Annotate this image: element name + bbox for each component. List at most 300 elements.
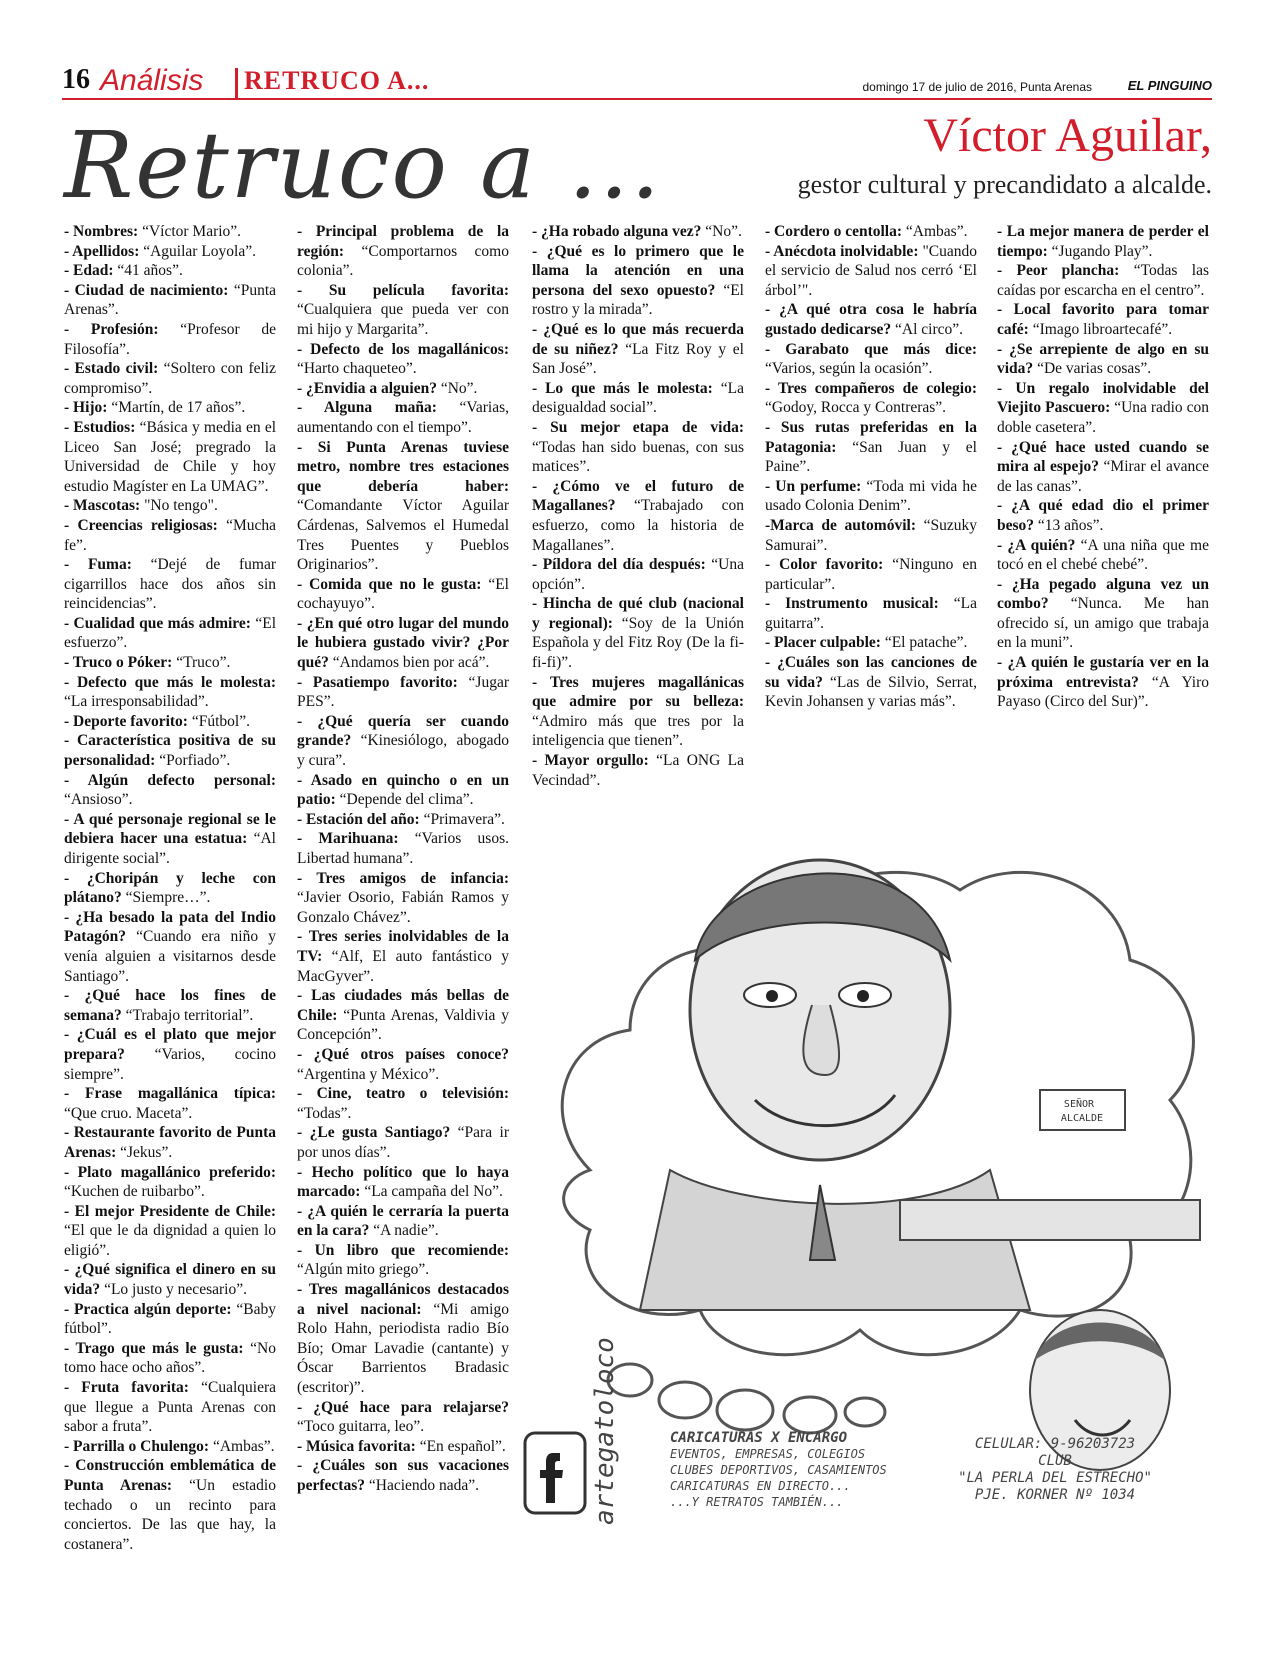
qa-item — [765, 594, 977, 633]
question: - Fuma: — [64, 556, 132, 574]
question: - Frase magallánica típica: — [64, 1085, 276, 1103]
desk-sign-text: SEÑOR ALCALDE — [1060, 1099, 1104, 1124]
qa-item — [64, 1025, 276, 1084]
qa-item — [64, 555, 276, 614]
answer: “La campaña del No”. — [360, 1183, 503, 1201]
answer: “Comportarnos como colonia”. — [297, 242, 509, 280]
qa-item — [297, 771, 509, 810]
qa-item — [532, 379, 744, 418]
question: - Instrumento musical: — [765, 595, 939, 613]
answer: “La desigualdad social”. — [532, 379, 744, 417]
question: - ¿Ha besado la pata del Indio Patagón? — [64, 908, 276, 946]
desk-sign — [1040, 1090, 1125, 1130]
question: - ¿Choripán y leche con plátano? — [64, 869, 276, 907]
qa-item — [765, 516, 977, 555]
qa-item — [64, 281, 276, 320]
question: - ¿En qué otro lugar del mundo le hubiera gustado vivir? ¿Por qué? — [297, 614, 509, 672]
answer: “Alf, El auto fantástico y MacGyver”. — [297, 947, 509, 985]
answer: “Primavera”. — [419, 810, 505, 828]
question: - Pasatiempo favorito: — [297, 673, 458, 691]
qa-item — [64, 673, 276, 712]
question: - Anécdota inolvidable: — [765, 242, 919, 260]
qa-item — [64, 986, 276, 1025]
qa-item — [297, 1456, 509, 1495]
text-column-1 — [64, 222, 276, 1554]
qa-item — [765, 653, 977, 712]
answer: “No”. — [701, 223, 742, 240]
question: - ¿Cuáles son sus vacaciones perfectas? — [297, 1457, 509, 1494]
question: - Ciudad de nacimiento: — [64, 281, 229, 299]
answer: “A una niña que me tocó en el chebé chebé”. — [997, 536, 1209, 574]
qa-item — [64, 242, 276, 262]
answer: “Mirar el avance de las canas”. — [997, 458, 1209, 495]
thought-bubble — [659, 1382, 711, 1418]
answer: “Las de Silvio, Serrat, Kevin Johansen y varias más”. — [765, 673, 977, 711]
answer: “Imago libroartecafé”. — [1028, 320, 1173, 338]
question: - Practica algún deporte: — [64, 1300, 232, 1318]
answer: “Profesor de Filosofía”. — [64, 320, 276, 358]
question: - A qué personaje regional se le debiera hacer una estatua: — [64, 810, 276, 848]
question: - Fruta favorita: — [64, 1379, 189, 1397]
qa-item — [532, 320, 744, 379]
answer: “Baby fútbol”. — [64, 1300, 276, 1338]
answer: “Dejé de fumar cigarrillos hace dos años sin reincidencias”. — [64, 556, 276, 613]
question: - Mayor orgullo: — [532, 752, 649, 770]
contact-line: PJE. KORNER Nº 1034 — [974, 1487, 1136, 1503]
qa-item — [64, 1084, 276, 1123]
qa-item — [297, 398, 509, 437]
page-number: 16 — [62, 64, 90, 95]
question: - ¿Qué es lo primero que le llama la atención en una persona del sexo opuesto? — [532, 242, 744, 299]
question: - ¿Le gusta Santiago? — [297, 1124, 451, 1142]
question: - Sus rutas preferidas en la Patagonia: — [765, 418, 977, 456]
answer: “Ambas”. — [209, 1437, 275, 1455]
question: - Placer culpable: — [765, 634, 881, 652]
qa-item — [64, 261, 276, 281]
qa-item — [297, 438, 509, 575]
answer: “Todas han sido buenas, con sus matices”. — [532, 438, 744, 476]
question: - Algún defecto personal: — [64, 771, 276, 789]
answer: “Soltero con feliz compromiso”. — [64, 360, 276, 397]
page-header — [62, 64, 1212, 102]
qa-item — [997, 536, 1209, 575]
qa-item — [765, 300, 977, 339]
question: - Característica positiva de su personalidad: — [64, 732, 276, 770]
question: - Tres amigos de infancia: — [297, 869, 509, 887]
question: - Parrilla o Chulengo: — [64, 1437, 210, 1455]
answer: “Cualquiera que pueda ver con mi hijo y Margarita”. — [297, 301, 509, 338]
qa-item — [64, 1378, 276, 1437]
qa-item — [64, 359, 276, 398]
question: - Un libro que recomiende: — [297, 1241, 509, 1259]
question: - Apellidos: — [64, 242, 140, 260]
question: - Deporte favorito: — [64, 712, 188, 730]
question: - El mejor Presidente de Chile: — [64, 1202, 276, 1220]
question: - Píldora del día después: — [532, 556, 706, 574]
answer: “Haciendo nada”. — [365, 1477, 480, 1494]
qa-item — [297, 810, 509, 830]
qa-item — [64, 712, 276, 732]
question: - Música favorita: — [297, 1437, 416, 1455]
question: - Nombres: — [64, 223, 139, 240]
brand-signature: artegatoloco — [590, 1337, 620, 1525]
section-name: Análisis — [100, 64, 204, 97]
question: - Tres mujeres magallánicas que admire por su belleza: — [532, 673, 744, 711]
qa-item — [64, 1163, 276, 1202]
question: - Cordero o centolla: — [765, 223, 903, 240]
qa-item — [532, 222, 744, 242]
answer: “Ambas”. — [902, 223, 968, 240]
dateline: domingo 17 de julio de 2016, Punta Arenas — [862, 80, 1092, 94]
answer: “Algún mito griego”. — [297, 1261, 430, 1279]
answer: “Javier Osorio, Fabián Ramos y Gonzalo Chávez”. — [297, 889, 509, 926]
answer: “Trabajo territorial”. — [121, 1006, 254, 1024]
qa-item — [765, 242, 977, 301]
question: - Cine, teatro o televisión: — [297, 1085, 509, 1103]
qa-item — [297, 927, 509, 986]
qa-item — [64, 653, 276, 673]
qa-item — [297, 869, 509, 928]
question: - Hincha de qué club (nacional y regional): — [532, 595, 744, 632]
answer: “Una radio con doble casetera”. — [997, 399, 1209, 436]
answer: “Punta Arenas”. — [64, 281, 276, 319]
question: - ¿Ha pegado alguna vez un combo? — [997, 575, 1209, 613]
question: - Hijo: — [64, 399, 108, 417]
question: - Truco o Póker: — [64, 654, 173, 672]
answer: “Básica y media en el Liceo San José; pregrado la Universidad de Chile y hoy estudio Magíster en La UMAG”. — [64, 418, 277, 495]
answer: “Aguilar Loyola”. — [139, 242, 256, 260]
qa-item — [64, 731, 276, 770]
answer: “Varias, aumentando con el tiempo”. — [297, 399, 509, 436]
subheadline: gestor cultural y precandidato a alcalde. — [797, 170, 1212, 199]
answer: “Nunca. Me han ofrecido sí, un amigo que trabaja en la muni”. — [997, 595, 1209, 652]
question: - Si Punta Arenas tuviese metro, nombre tres estaciones que debería haber: — [297, 438, 509, 495]
question: - Su mejor etapa de vida: — [532, 418, 744, 436]
qa-item — [297, 1241, 509, 1280]
qa-item — [997, 340, 1209, 379]
qa-item — [297, 1163, 509, 1202]
answer: “Depende del clima”. — [335, 791, 474, 809]
answer: “Todas”. — [297, 1104, 352, 1122]
qa-item — [64, 810, 276, 869]
answer: “Fútbol”. — [187, 712, 250, 730]
answer: “Toda mi vida he usado Colonia Denim”. — [765, 477, 978, 515]
answer: “Al circo”. — [891, 320, 964, 338]
answer: “Comandante Víctor Aguilar Cárdenas, Salvemos el Humedal Tres Puentes y Pueblos Originarios”. — [297, 497, 509, 574]
answer: “San Juan y el Paine”. — [765, 438, 977, 476]
answer: “41 años”. — [113, 262, 183, 280]
question: - Construcción emblemática de Punta Arenas: — [64, 1457, 276, 1494]
question: - Un regalo inolvidable del Viejito Pascuero: — [997, 379, 1209, 417]
answer: “Al dirigente social”. — [64, 830, 276, 867]
answer: “La ONG La Vecindad”. — [532, 752, 745, 789]
qa-item — [532, 594, 744, 672]
qa-item — [64, 418, 276, 496]
question: - ¿Qué otros países conoce? — [297, 1045, 509, 1063]
qa-item — [64, 771, 276, 810]
question: - Plato magallánico preferido: — [64, 1163, 276, 1181]
qa-item — [765, 379, 977, 418]
answer: “Cualquiera que llegue a Punta Arenas con sabor a fruta”. — [64, 1379, 276, 1436]
qa-item — [997, 379, 1209, 438]
answer: “Víctor Mario”. — [138, 223, 242, 240]
question: - Principal problema de la región: — [297, 223, 509, 260]
question: - Profesión: — [64, 320, 159, 338]
text-column-2 — [297, 222, 509, 1496]
qa-item — [297, 281, 509, 340]
answer: “Un estadio techado o un recinto para conciertos. De las que hay, la costanera”. — [64, 1477, 276, 1553]
qa-item — [532, 555, 744, 594]
question: - Local favorito para tomar café: — [997, 301, 1209, 338]
qa-item — [532, 242, 744, 320]
answer: "Cuando el servicio de Salud nos cerró ‘El árbol’". — [765, 242, 977, 299]
question: - ¿A qué otra cosa le habría gustado dedicarse? — [765, 301, 977, 338]
qa-item — [297, 986, 509, 1045]
answer: “No”. — [436, 379, 478, 397]
qa-item — [297, 340, 509, 379]
ad-line: EVENTOS, EMPRESAS, COLEGIOS — [670, 1447, 866, 1461]
qa-item — [64, 908, 276, 986]
qa-item — [532, 751, 744, 790]
qa-item — [64, 516, 276, 555]
qa-item — [532, 418, 744, 477]
question: -Marca de automóvil: — [765, 516, 916, 534]
qa-item — [297, 712, 509, 771]
question: - Restaurante favorito de Punta Arenas: — [64, 1124, 276, 1161]
desk — [900, 1200, 1200, 1240]
answer: “Argentina y México”. — [297, 1065, 440, 1083]
ad-text-block — [670, 1430, 887, 1510]
answer: “A nadie”. — [369, 1222, 439, 1240]
section-kicker: RETRUCO A... — [244, 66, 430, 95]
answer: “Andamos bien por acá”. — [328, 654, 490, 672]
qa-item — [64, 1260, 276, 1299]
qa-item — [997, 575, 1209, 653]
question: - ¿Ha robado alguna vez? — [532, 223, 702, 240]
headline: Víctor Aguilar, — [923, 109, 1212, 162]
answer: “Suzuky Samurai”. — [765, 516, 977, 554]
question: - Estudios: — [64, 418, 136, 436]
qa-item — [297, 673, 509, 712]
question: - ¿A qué edad dio el primer beso? — [997, 497, 1209, 534]
answer: “Godoy, Rocca y Contreras”. — [765, 399, 947, 417]
qa-item — [997, 222, 1209, 261]
question: - Las ciudades más bellas de Chile: — [297, 987, 509, 1024]
qa-item — [64, 320, 276, 359]
question: - Lo que más le molesta: — [532, 379, 713, 397]
qa-item — [64, 398, 276, 418]
question: - Peor plancha: — [997, 262, 1120, 280]
question: - Defecto que más le molesta: — [64, 673, 276, 691]
question: - ¿Qué hace los fines de semana? — [64, 987, 276, 1024]
answer: “Jugar PES”. — [297, 673, 510, 711]
caricature-ad — [520, 1337, 1220, 1530]
question: - Creencias religiosas: — [64, 516, 218, 534]
qa-item — [297, 1398, 509, 1437]
qa-item — [765, 340, 977, 379]
answer: “13 años”. — [1034, 516, 1104, 534]
question: - Asado en quincho o en un patio: — [297, 771, 509, 809]
answer: “El patache”. — [880, 634, 968, 652]
question: - ¿Cómo ve el futuro de Magallanes? — [532, 477, 744, 515]
qa-item — [765, 633, 977, 653]
answer: “Mi amigo Rolo Hahn, periodista radio Bío Bío; Omar Lavadie (cantante) y Óscar Barrientos Bradasic (escritor)”. — [297, 1300, 509, 1397]
contact-line: "LA PERLA DEL ESTRECHO" — [958, 1470, 1152, 1486]
contact-line: CELULAR: 9-96203723 — [974, 1436, 1136, 1452]
question: - Trago que más le gusta: — [64, 1339, 244, 1357]
qa-item — [297, 1123, 509, 1162]
qa-item — [297, 829, 509, 868]
answer: “Jugando Play”. — [1047, 242, 1153, 260]
qa-item — [64, 614, 276, 653]
answer: “Ninguno en particular”. — [765, 556, 978, 593]
qa-item — [64, 1202, 276, 1261]
qa-item — [64, 222, 276, 242]
qa-item — [532, 673, 744, 751]
qa-item — [297, 222, 509, 281]
answer: “Truco”. — [172, 654, 231, 672]
question: - Color favorito: — [765, 556, 884, 574]
qa-item — [297, 1280, 509, 1398]
qa-item — [765, 222, 977, 242]
answer: “No tomo hace ocho años”. — [64, 1339, 276, 1377]
answer: “Toco guitarra, leo”. — [297, 1418, 425, 1436]
contact-line: CLUB — [1038, 1453, 1072, 1469]
ad-line: CLUBES DEPORTIVOS, CASAMIENTOS — [670, 1463, 887, 1477]
qa-item — [64, 1437, 276, 1457]
caricature-figure — [640, 860, 1030, 1310]
qa-item — [297, 614, 509, 673]
question: - ¿Qué hace para relajarse? — [297, 1398, 509, 1416]
question: - Tres compañeros de colegio: — [765, 379, 977, 397]
qa-item — [64, 1339, 276, 1378]
ad-line: CARICATURAS X ENCARGO — [670, 1430, 848, 1446]
answer: “Jekus”. — [116, 1143, 173, 1161]
answer: “De varias cosas”. — [1033, 360, 1152, 378]
question: - Cualidad que más admire: — [64, 614, 251, 632]
question: - Un perfume: — [765, 477, 862, 495]
qa-item — [997, 261, 1209, 300]
qa-item — [997, 300, 1209, 339]
question: - Alguna maña: — [297, 399, 437, 417]
answer: “El esfuerzo”. — [64, 614, 277, 652]
text-column-4 — [765, 222, 977, 712]
ad-line: ...Y RETRATOS TAMBIÉN... — [670, 1495, 844, 1509]
question: - ¿Qué es lo que más recuerda de su niñez? — [532, 320, 744, 358]
qa-item — [64, 1456, 276, 1554]
text-column-5 — [997, 222, 1209, 712]
answer: “La guitarra”. — [765, 595, 977, 632]
qa-item — [297, 575, 509, 614]
question: - Defecto de los magallánicos: — [297, 340, 509, 358]
answer: “Todas las caídas por escarcha en el centro”. — [997, 262, 1209, 299]
question: - Marihuana: — [297, 830, 399, 848]
answer: “La Fitz Roy y el San José”. — [532, 340, 744, 378]
qa-item — [997, 496, 1209, 535]
newspaper-name: EL PINGUINO — [1127, 78, 1212, 93]
qa-item — [297, 1437, 509, 1457]
answer: “La irresponsabilidad”. — [64, 693, 209, 711]
answer: “Soy de la Unión Española y del Fitz Roy (De la fi-fi-fi)”. — [532, 614, 744, 672]
answer: “Trabajado con esfuerzo, como la historia de Magallanes”. — [532, 497, 744, 554]
qa-item — [297, 1202, 509, 1241]
question: - ¿Cuáles son las canciones de su vida? — [765, 654, 977, 691]
ad-line: CARICATURAS EN DIRECTO... — [670, 1479, 851, 1493]
answer: “Varios, cocino siempre”. — [64, 1045, 276, 1083]
answer: “En español”. — [415, 1437, 506, 1455]
question: - ¿Envidia a alguien? — [297, 379, 437, 397]
script-title: Retruco a ... — [64, 112, 662, 219]
answer: “El que le da dignidad a quien lo eligió”. — [64, 1222, 276, 1259]
question: - Estación del año: — [297, 810, 420, 828]
question: - ¿A quién? — [997, 536, 1076, 554]
question: - Su película favorita: — [297, 281, 509, 299]
answer: “Cuando era niño y venía alguien a visitarnos desde Santiago”. — [64, 928, 276, 985]
answer: “Que cruo. Maceta”. — [64, 1104, 193, 1122]
question: - Mascotas: — [64, 497, 141, 515]
question: - ¿Se arrepiente de algo en su vida? — [997, 340, 1209, 378]
question: - ¿Qué significa el dinero en su vida? — [64, 1261, 276, 1299]
answer: “Para ir por unos días”. — [297, 1124, 510, 1161]
qa-item — [765, 477, 977, 516]
answer: “El rostro y la mirada”. — [532, 281, 744, 319]
facebook-icon — [520, 1428, 590, 1518]
question: - ¿Qué hace usted cuando se mira al espejo? — [997, 438, 1209, 476]
qa-item — [297, 1045, 509, 1084]
answer: “El cochayuyo”. — [297, 575, 509, 613]
qa-item — [297, 1084, 509, 1123]
answer: “Varios usos. Libertad humana”. — [297, 830, 509, 867]
answer: "No tengo". — [140, 497, 218, 515]
qa-item — [64, 869, 276, 908]
question: - La mejor manera de perder el tiempo: — [997, 223, 1209, 260]
answer: “Punta Arenas, Valdivia y Concepción”. — [297, 1006, 509, 1044]
qa-item — [532, 477, 744, 555]
qa-item — [297, 379, 509, 399]
question: - Comida que no le gusta: — [297, 575, 482, 593]
qa-item — [64, 1123, 276, 1162]
answer: “Porfiado”. — [155, 752, 231, 770]
answer: “Harto chaqueteo”. — [297, 360, 417, 378]
answer: “A Yiro Payaso (Circo del Sur)”. — [997, 673, 1210, 711]
question: - ¿A quién le cerraría la puerta en la cara? — [297, 1202, 509, 1240]
question: - Tres series inolvidables de la TV: — [297, 928, 509, 965]
question: - Edad: — [64, 262, 114, 280]
answer: “Martín, de 17 años”. — [107, 399, 246, 417]
answer: “Kinesiólogo, abogado y cura”. — [297, 732, 509, 770]
question: - ¿Qué quería ser cuando grande? — [297, 712, 509, 750]
answer: “Una opción”. — [532, 556, 744, 593]
question: - Estado civil: — [64, 360, 159, 378]
text-column-3 — [532, 222, 744, 790]
question: - ¿A quién le gustaría ver en la próxima entrevista? — [997, 654, 1209, 691]
ad-contact-block — [945, 1436, 1165, 1504]
qa-item — [64, 1300, 276, 1339]
answer: “Admiro más que tres por la inteligencia que tienen”. — [532, 712, 744, 750]
answer: “Ansioso”. — [64, 791, 133, 809]
answer: “Varios, según la ocasión”. — [765, 360, 933, 378]
qa-item — [997, 653, 1209, 712]
header-rule — [62, 98, 1212, 100]
question: - ¿Cuál es el plato que mejor prepara? — [64, 1026, 276, 1063]
qa-item — [765, 418, 977, 477]
answer: “Lo justo y necesario”. — [100, 1281, 247, 1299]
question: - Tres magallánicos destacados a nivel nacional: — [297, 1281, 509, 1318]
question: - Hecho político que lo haya marcado: — [297, 1163, 509, 1201]
header-divider — [235, 68, 238, 98]
qa-item — [997, 438, 1209, 497]
answer: “Mucha fe”. — [64, 516, 276, 554]
